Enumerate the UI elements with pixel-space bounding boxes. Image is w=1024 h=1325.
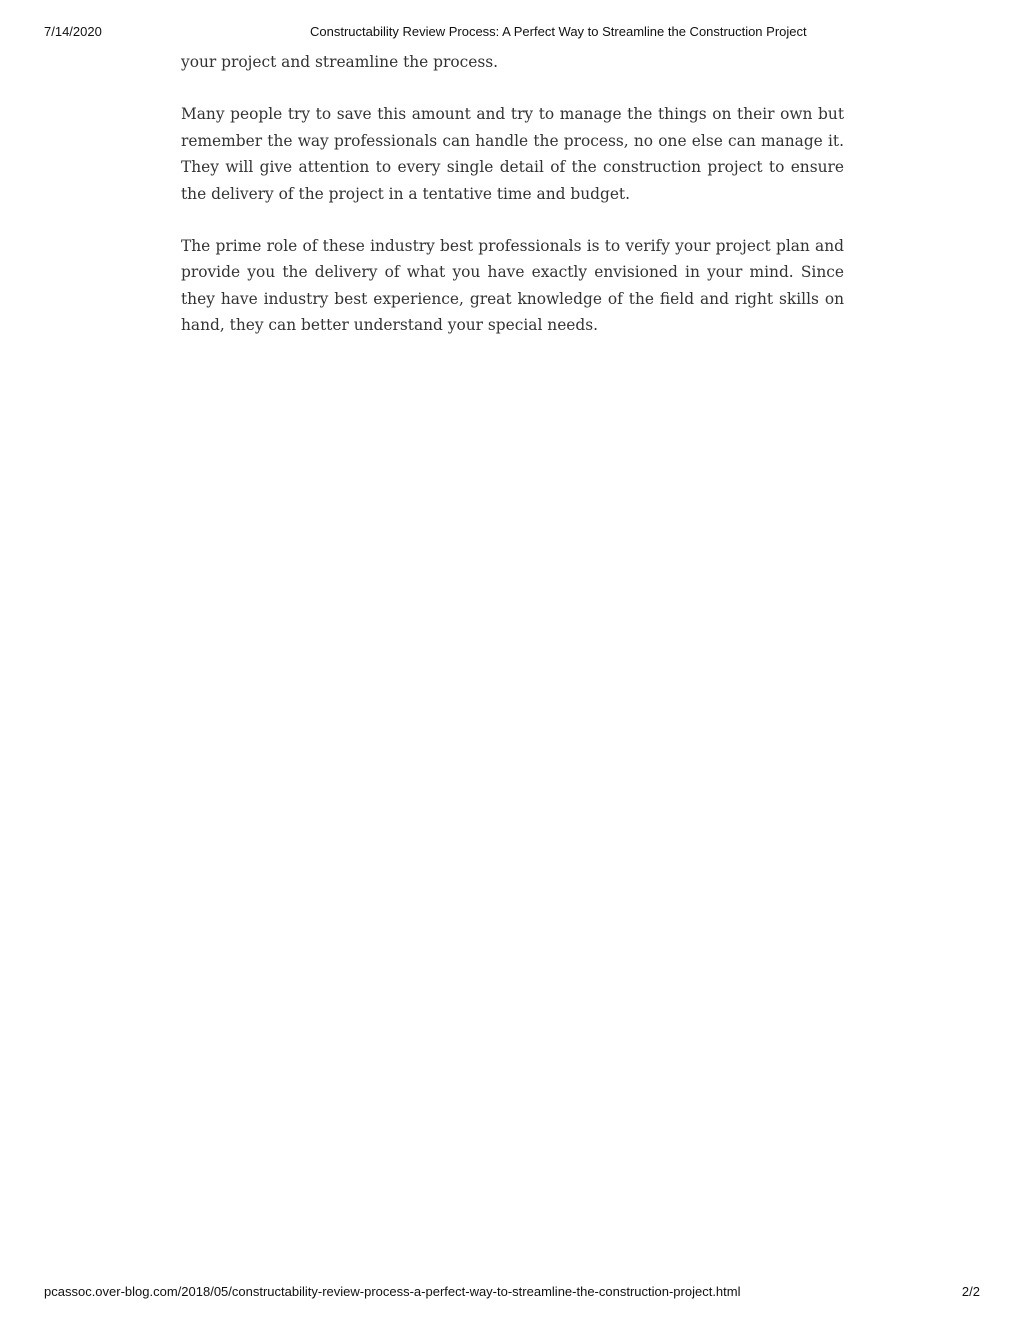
paragraph-continuation: your project and streamline the process. xyxy=(181,53,499,71)
paragraph: Many people try to save this amount and try to manage the things on their own but remember the way professionals can handle the process, no one else can manage it. They will give attention to every single detail of the construction project to ensure the delivery of the project in a tentative time and budget. xyxy=(181,105,844,203)
article-body xyxy=(181,49,844,365)
page-url: pcassoc.over-blog.com/2018/05/constructability-review-process-a-perfect-way-to-streamline-the-construction-project.html xyxy=(44,1284,741,1299)
print-header xyxy=(44,24,980,42)
page-title: Constructability Review Process: A Perfect Way to Streamline the Construction Project xyxy=(310,24,807,39)
print-date: 7/14/2020 xyxy=(44,24,102,39)
page-number: 2/2 xyxy=(961,1284,980,1299)
paragraph: The prime role of these industry best professionals is to verify your project plan and provide you the delivery of what you have exactly envisioned in your mind. Since they have industry best experience, great knowledge of the field and right skills on hand, they can better understand your special needs. xyxy=(181,237,844,335)
print-footer xyxy=(44,1284,980,1302)
